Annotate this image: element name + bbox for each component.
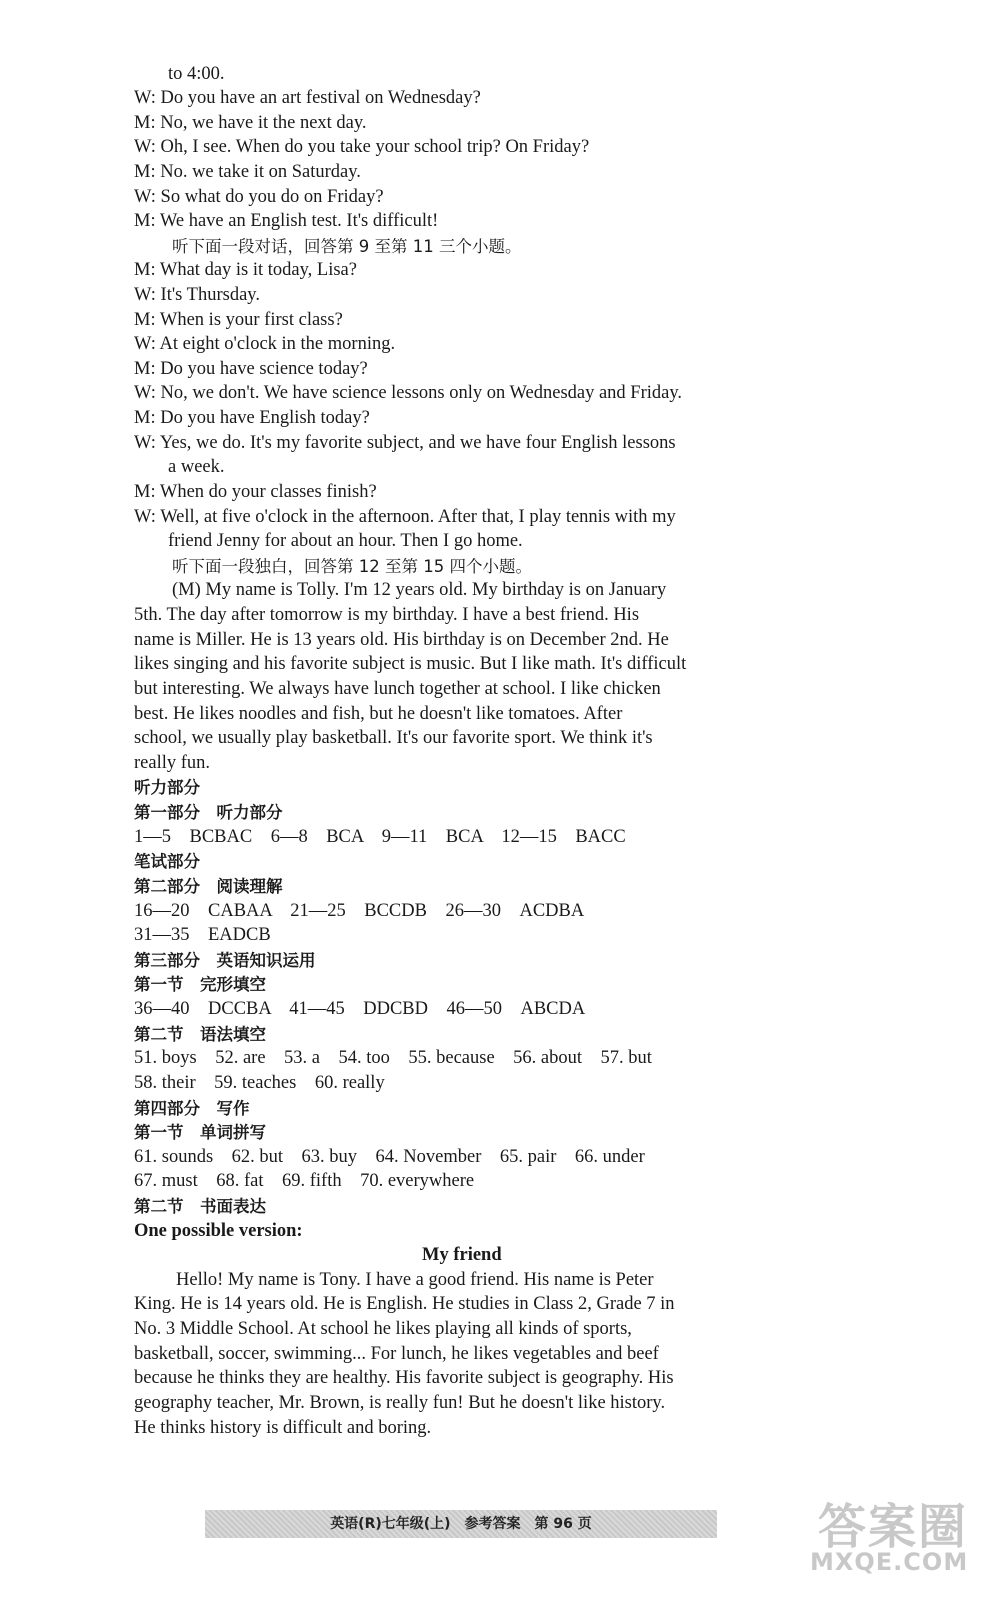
text-line: 第一节 单词拼写 [134,1123,266,1142]
text-line: 61. sounds 62. but 63. buy 64. November 65. pair 66. under [134,1147,645,1167]
text-line: (M) My name is Tolly. I'm 12 years old. My birthday is on January [172,580,667,600]
text-line: geography teacher, Mr. Brown, is really fun! But he doesn't like history. [134,1393,666,1413]
text-line: because he thinks they are healthy. His favorite subject is geography. His [134,1368,674,1388]
text-line: 58. their 59. teaches 60. really [134,1073,385,1093]
text-line: M: When do your classes finish? [134,482,377,502]
page-footer: 英语(R)七年级(上) 参考答案 第 96 页 [205,1510,717,1538]
text-line: W: It's Thursday. [134,285,260,305]
text-line: basketball, soccer, swimming... For lunch, he likes vegetables and beef [134,1344,659,1364]
text-line: 1—5 BCBAC 6—8 BCA 9—11 BCA 12—15 BACC [134,827,626,847]
text-line: best. He likes noodles and fish, but he doesn't like tomatoes. After [134,704,623,724]
text-line: school, we usually play basketball. It's our favorite sport. We think it's [134,728,653,748]
text-line: 31—35 EADCB [134,925,271,945]
text-line: W: Do you have an art festival on Wednesday? [134,88,481,108]
text-line: No. 3 Middle School. At school he likes playing all kinds of sports, [134,1319,632,1339]
text-line: W: At eight o'clock in the morning. [134,334,396,354]
text-line: M: We have an English test. It's difficult! [134,211,439,231]
watermark-logo: 答案圈 [818,1499,969,1555]
text-line: 第二节 语法填空 [134,1025,266,1044]
text-line: to 4:00. [168,64,225,84]
text-line: 36—40 DCCBA 41—45 DDCBD 46—50 ABCDA [134,999,586,1019]
text-line: W: Well, at five o'clock in the afternoon. After that, I play tennis with my [134,507,676,527]
text-line: My friend [422,1245,502,1265]
text-line: really fun. [134,753,211,773]
text-line: One possible version: [134,1221,303,1241]
text-line: friend Jenny for about an hour. Then I go home. [168,531,523,551]
text-line: W: Yes, we do. It's my favorite subject, and we have four English lessons [134,433,676,453]
text-line: 听下面一段独白，回答第 12 至第 15 四个小题。 [172,557,532,576]
text-line: 笔试部分 [134,852,200,871]
text-line: 听力部分 [134,778,200,797]
text-line: 第二部分 阅读理解 [134,877,283,896]
text-line: a week. [168,457,225,477]
text-line: but interesting. We always have lunch together at school. I like chicken [134,679,661,699]
text-line: 第二节 书面表达 [134,1197,266,1216]
text-line: 67. must 68. fat 69. fifth 70. everywhere [134,1171,475,1191]
text-line: M: What day is it today, Lisa? [134,260,357,280]
text-line: 51. boys 52. are 53. a 54. too 55. because 56. about 57. but [134,1048,652,1068]
text-line: He thinks history is difficult and boring. [134,1418,432,1438]
text-line: M: No. we take it on Saturday. [134,162,361,182]
watermark [810,1488,980,1588]
text-line: 16—20 CABAA 21—25 BCCDB 26—30 ACDBA [134,901,585,921]
text-line: name is Miller. He is 13 years old. His birthday is on December 2nd. He [134,630,669,650]
text-line: W: Oh, I see. When do you take your school trip? On Friday? [134,137,590,157]
text-line: 第三部分 英语知识运用 [134,951,316,970]
text-line: W: No, we don't. We have science lessons only on Wednesday and Friday. [134,383,683,403]
text-line: Hello! My name is Tony. I have a good friend. His name is Peter [176,1270,654,1290]
text-line: 第四部分 写作 [134,1099,250,1118]
text-line: W: So what do you do on Friday? [134,187,384,207]
text-line: 第一节 完形填空 [134,975,266,994]
text-line: M: When is your first class? [134,310,343,330]
text-line: M: Do you have English today? [134,408,370,428]
text-line: 5th. The day after tomorrow is my birthday. I have a best friend. His [134,605,640,625]
text-line: 听下面一段对话，回答第 9 至第 11 三个小题。 [172,237,522,256]
text-line: King. He is 14 years old. He is English. He studies in Class 2, Grade 7 in [134,1294,675,1314]
watermark-url: MXQE.COM [810,1548,969,1576]
text-line: 第一部分 听力部分 [134,803,283,822]
text-line: M: No, we have it the next day. [134,113,367,133]
text-line: likes singing and his favorite subject is music. But I like math. It's difficult [134,654,687,674]
text-line: M: Do you have science today? [134,359,368,379]
